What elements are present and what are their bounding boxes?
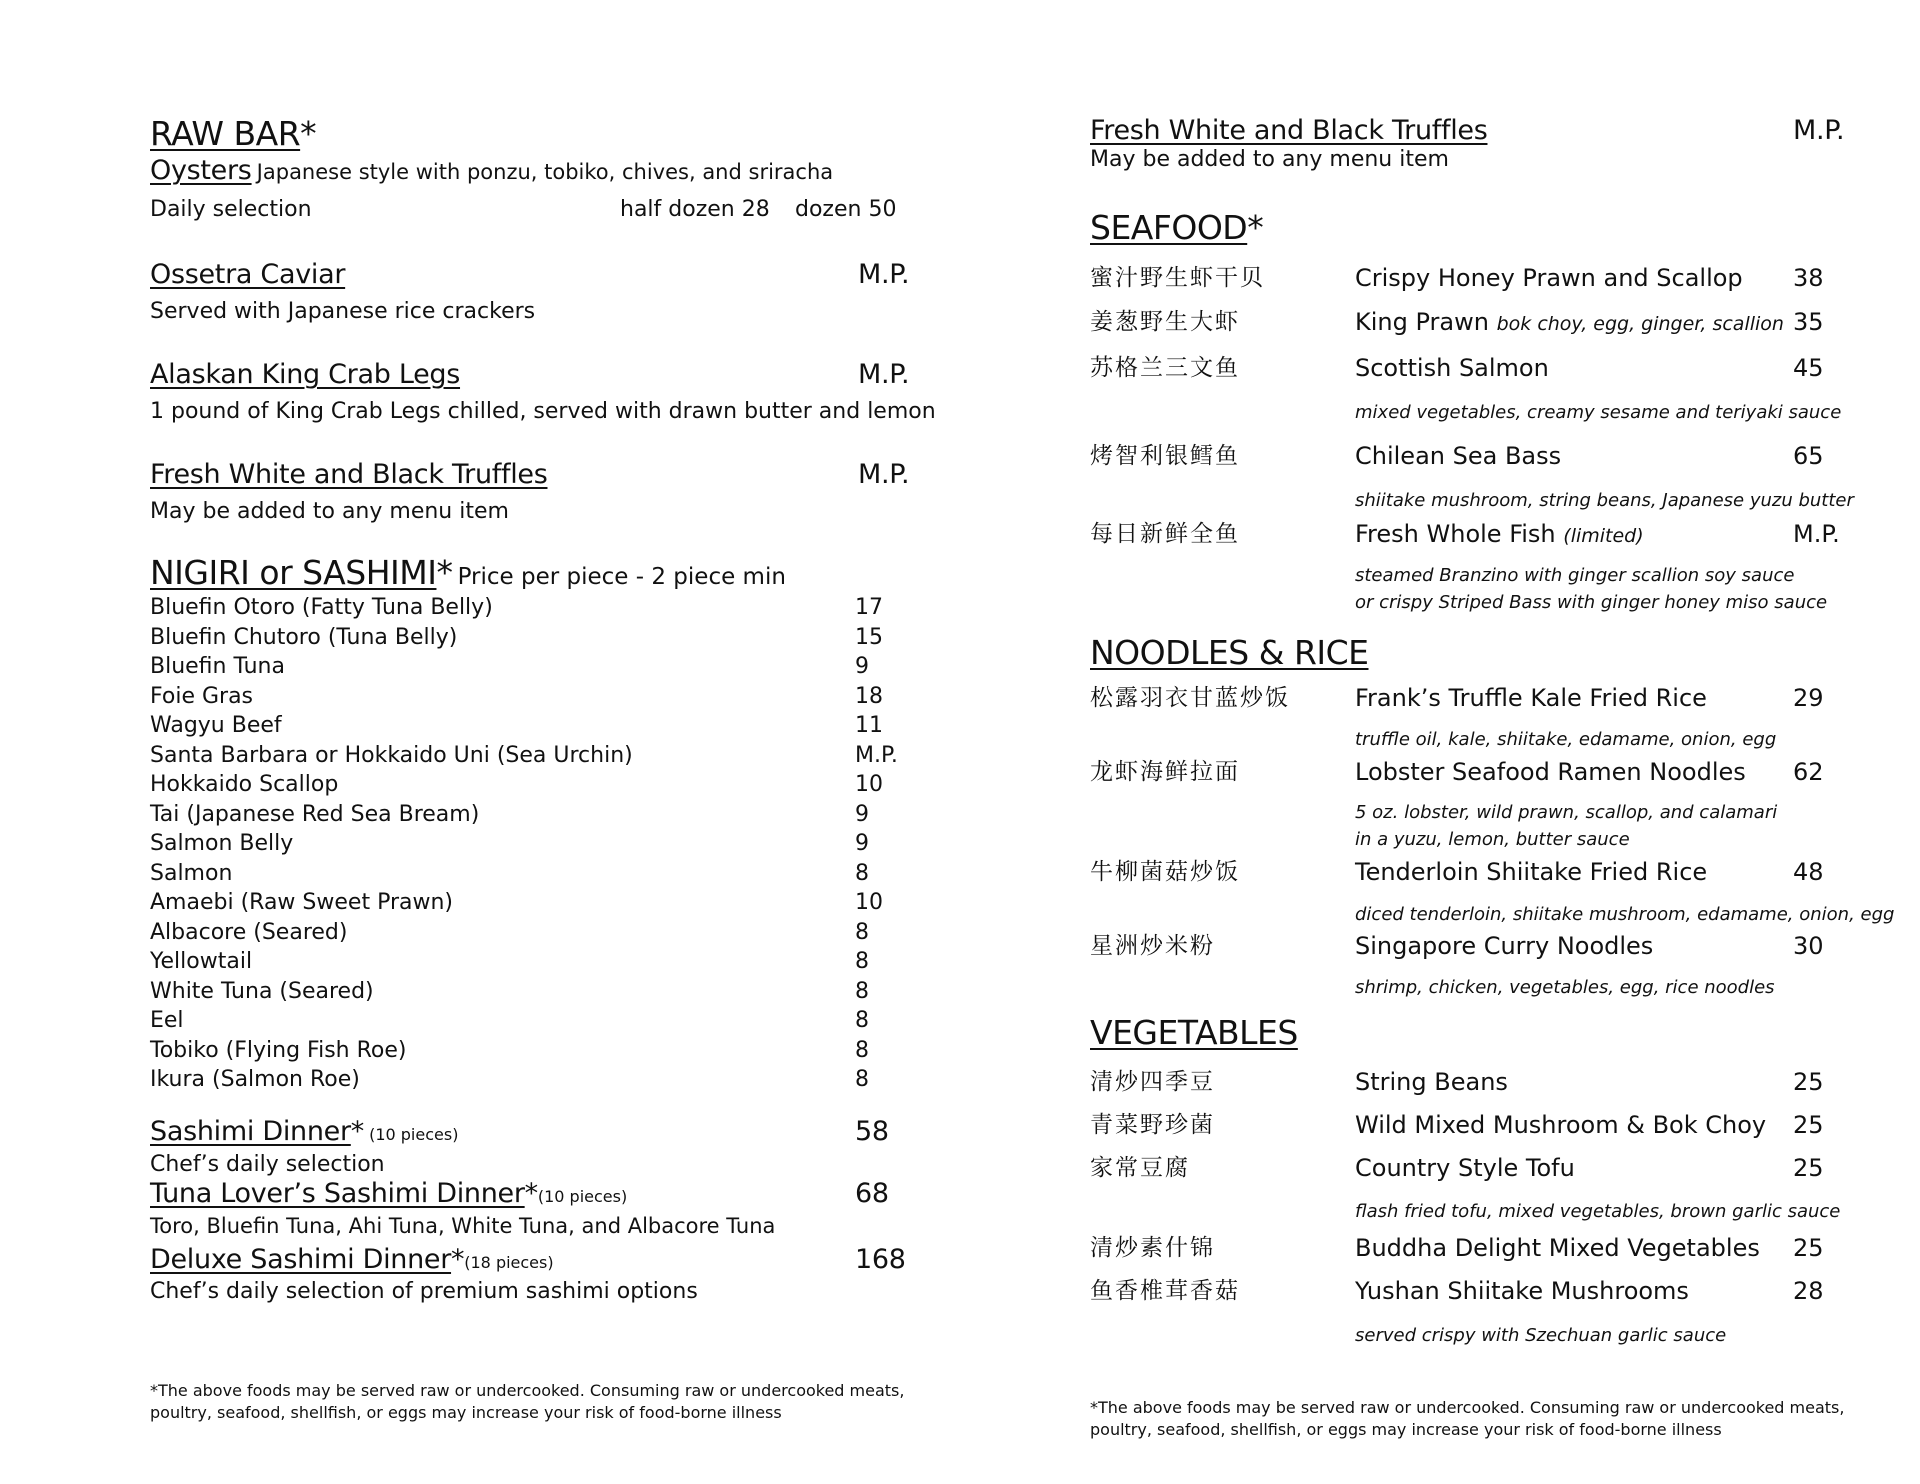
right-truffles-name: Fresh White and Black Truffles	[1090, 115, 1488, 146]
truffles-desc: May be added to any menu item	[150, 499, 509, 524]
noodles-dish-name	[1355, 852, 1707, 892]
vegetables-dish-chinese-name: 清炒四季豆	[1090, 1069, 1215, 1095]
nigiri-item-name: Wagyu Beef	[150, 713, 282, 738]
seafood-dish-price: 38	[1793, 264, 1824, 292]
nigiri-item-name: Eel	[150, 1008, 184, 1033]
noodles-heading: NOODLES & RICE	[1090, 633, 1369, 672]
nigiri-item-price: 9	[855, 654, 869, 679]
raw-bar-heading: RAW BAR*	[150, 114, 317, 153]
seafood-dish-name-text: Fresh Whole Fish	[1355, 520, 1556, 548]
noodles-dish-description: truffle oil, kale, shiitake, edamame, onion, egg	[1355, 729, 1777, 750]
nigiri-item-price: 8	[855, 1037, 869, 1063]
seafood-dish-name	[1355, 302, 1784, 344]
noodles-dish-row	[1090, 752, 1850, 796]
vegetables-dish-chinese-name: 清炒素什锦	[1090, 1235, 1215, 1261]
nigiri-row	[150, 859, 910, 889]
deluxe-dinner-title: Deluxe Sashimi Dinner*(18 pieces)	[150, 1244, 554, 1275]
vegetables-dish-name-text: Buddha Delight Mixed Vegetables	[1355, 1234, 1760, 1262]
vegetables-dish-price: 25	[1793, 1068, 1824, 1096]
nigiri-subtitle: Price per piece - 2 piece min	[457, 564, 786, 590]
oysters-daily: Daily selection	[150, 197, 312, 222]
noodles-dish-name-text: Frank’s Truffle Kale Fried Rice	[1355, 684, 1707, 712]
crab-name: Alaskan King Crab Legs	[150, 359, 461, 390]
noodles-dish-name-text: Tenderloin Shiitake Fried Rice	[1355, 858, 1708, 886]
seafood-dish-row	[1090, 514, 1850, 558]
crab-price: M.P.	[858, 359, 910, 390]
nigiri-item-name: Bluefin Tuna	[150, 654, 285, 679]
vegetables-dish-name	[1355, 1148, 1575, 1188]
oysters-item	[150, 154, 833, 188]
nigiri-row	[150, 652, 910, 682]
vegetables-dish-chinese-name: 鱼香椎茸香菇	[1090, 1278, 1240, 1304]
nigiri-item-price: 10	[855, 772, 883, 797]
crab-desc: 1 pound of King Crab Legs chilled, served with drawn butter and lemon	[150, 399, 936, 424]
nigiri-item-name: Foie Gras	[150, 683, 254, 709]
caviar-name: Ossetra Caviar	[150, 259, 346, 290]
noodles-dish-row	[1090, 852, 1850, 896]
vegetables-dish-row	[1090, 1271, 1850, 1315]
noodles-dish-price: 29	[1793, 684, 1824, 712]
nigiri-row	[150, 623, 910, 653]
noodles-dish-chinese-name: 龙虾海鲜拉面	[1090, 759, 1240, 785]
vegetables-dish-description: served crispy with Szechuan garlic sauce	[1355, 1325, 1727, 1346]
seafood-dish-name	[1355, 436, 1561, 476]
seafood-dish-chinese-name: 苏格兰三文鱼	[1090, 355, 1240, 381]
nigiri-row	[150, 888, 910, 918]
noodles-dish-price: 62	[1793, 758, 1824, 786]
nigiri-item-price: 8	[855, 978, 869, 1004]
tuna-dinner-title: Tuna Lover’s Sashimi Dinner*(10 pieces)	[150, 1178, 628, 1209]
seafood-dish-chinese-name: 每日新鲜全鱼	[1090, 521, 1240, 547]
seafood-dish-price: 45	[1793, 354, 1824, 382]
nigiri-item-name: Albacore (Seared)	[150, 919, 348, 945]
seafood-dish-description: mixed vegetables, creamy sesame and teriyaki sauce	[1355, 402, 1842, 423]
nigiri-item-name: Bluefin Otoro (Fatty Tuna Belly)	[150, 595, 493, 620]
seafood-heading: SEAFOOD*	[1090, 208, 1264, 247]
seafood-dish-description: steamed Branzino with ginger scallion soy sauce	[1355, 565, 1795, 586]
nigiri-item-name: Tai (Japanese Red Sea Bream)	[150, 801, 480, 827]
noodles-dish-price: 48	[1793, 858, 1824, 886]
vegetables-heading: VEGETABLES	[1090, 1013, 1298, 1052]
vegetables-dish-row	[1090, 1148, 1850, 1192]
seafood-dish-row	[1090, 436, 1850, 480]
seafood-dish-chinese-name: 姜葱野生大虾	[1090, 309, 1240, 335]
seafood-dish-price: M.P.	[1793, 520, 1840, 548]
nigiri-item-price: M.P.	[855, 742, 898, 768]
oysters-dozen-price: dozen 50	[795, 197, 897, 222]
nigiri-heading: NIGIRI or SASHIMI* Price per piece - 2 piece min	[150, 553, 786, 592]
nigiri-row	[150, 1006, 910, 1036]
noodles-dish-chinese-name: 松露羽衣甘蓝炒饭	[1090, 685, 1290, 711]
left-footnote: *The above foods may be served raw or undercooked. Consuming raw or undercooked meats, poultry, seafood, shellfish, or eggs may increase your risk of food-borne illness	[150, 1381, 905, 1422]
noodles-dish-name-text: Lobster Seafood Ramen Noodles	[1355, 758, 1746, 786]
nigiri-item-price: 8	[855, 949, 869, 974]
nigiri-item-price: 17	[855, 595, 883, 620]
vegetables-dish-price: 25	[1793, 1234, 1824, 1262]
nigiri-row	[150, 800, 910, 830]
nigiri-item-price: 8	[855, 919, 869, 945]
nigiri-row	[150, 1036, 910, 1066]
vegetables-dish-description: flash fried tofu, mixed vegetables, brown garlic sauce	[1355, 1201, 1841, 1222]
seafood-dish-note: bok choy, egg, ginger, scallion	[1496, 313, 1784, 335]
vegetables-dish-row	[1090, 1105, 1850, 1149]
caviar-desc: Served with Japanese rice crackers	[150, 299, 536, 324]
sashimi-dinner-title: Sashimi Dinner* (10 pieces)	[150, 1116, 459, 1147]
vegetables-dish-price: 28	[1793, 1277, 1824, 1305]
nigiri-item-name: Amaebi (Raw Sweet Prawn)	[150, 890, 453, 915]
seafood-dish-price: 35	[1793, 308, 1824, 336]
seafood-dish-name	[1355, 348, 1549, 388]
vegetables-dish-name	[1355, 1105, 1766, 1145]
nigiri-row	[150, 770, 910, 800]
seafood-dish-name-text: Chilean Sea Bass	[1355, 442, 1562, 470]
seafood-dish-row	[1090, 302, 1850, 346]
seafood-dish-description: or crispy Striped Bass with ginger honey miso sauce	[1355, 592, 1828, 613]
noodles-dish-description: diced tenderloin, shiitake mushroom, edamame, onion, egg	[1355, 904, 1895, 925]
tuna-dinner-desc: Toro, Bluefin Tuna, Ahi Tuna, White Tuna, and Albacore Tuna	[150, 1214, 776, 1238]
nigiri-row	[150, 1065, 910, 1095]
nigiri-item-name: Bluefin Chutoro (Tuna Belly)	[150, 624, 458, 650]
vegetables-dish-name-text: String Beans	[1355, 1068, 1508, 1096]
sashimi-dinner-desc: Chef’s daily selection	[150, 1152, 385, 1177]
nigiri-row	[150, 682, 910, 712]
noodles-dish-chinese-name: 牛柳菌菇炒饭	[1090, 859, 1240, 885]
nigiri-item-price: 8	[855, 1067, 869, 1092]
nigiri-item-price: 18	[855, 683, 883, 709]
noodles-dish-description: shrimp, chicken, vegetables, egg, rice noodles	[1355, 977, 1775, 998]
nigiri-item-price: 10	[855, 890, 883, 915]
nigiri-row	[150, 829, 910, 859]
vegetables-dish-chinese-name: 青菜野珍菌	[1090, 1112, 1215, 1138]
seafood-dish-name-text: King Prawn	[1355, 308, 1489, 336]
seafood-dish-name	[1355, 258, 1743, 298]
nigiri-row	[150, 711, 910, 741]
seafood-dish-description: shiitake mushroom, string beans, Japanese yuzu butter	[1355, 490, 1854, 511]
nigiri-item-name: Hokkaido Scallop	[150, 772, 339, 797]
seafood-dish-name-text: Scottish Salmon	[1355, 354, 1549, 382]
noodles-dish-description: in a yuzu, lemon, butter sauce	[1355, 829, 1630, 850]
nigiri-item-name: Salmon Belly	[150, 831, 294, 856]
nigiri-row	[150, 918, 910, 948]
truffles-name: Fresh White and Black Truffles	[150, 459, 548, 490]
nigiri-item-name: Tobiko (Flying Fish Roe)	[150, 1037, 407, 1063]
sashimi-dinner-price: 58	[855, 1116, 889, 1147]
vegetables-dish-name-text: Wild Mixed Mushroom & Bok Choy	[1355, 1111, 1767, 1139]
caviar-price: M.P.	[858, 259, 910, 290]
vegetables-dish-name-text: Yushan Shiitake Mushrooms	[1355, 1277, 1689, 1305]
seafood-dish-note: (limited)	[1563, 525, 1644, 547]
vegetables-dish-row	[1090, 1062, 1850, 1106]
right-truffles-price: M.P.	[1793, 115, 1845, 146]
noodles-dish-description: 5 oz. lobster, wild prawn, scallop, and calamari	[1355, 802, 1778, 823]
oysters-desc: Japanese style with ponzu, tobiko, chives, and sriracha	[256, 160, 834, 184]
vegetables-dish-name	[1355, 1062, 1508, 1102]
seafood-dish-row	[1090, 258, 1850, 302]
noodles-dish-name	[1355, 926, 1653, 966]
seafood-dish-chinese-name: 蜜汁野生虾干贝	[1090, 265, 1265, 291]
seafood-dish-chinese-name: 烤智利银鳕鱼	[1090, 443, 1240, 469]
noodles-dish-row	[1090, 926, 1850, 970]
deluxe-dinner-price: 168	[855, 1244, 906, 1275]
nigiri-row	[150, 741, 910, 771]
nigiri-item-price: 9	[855, 831, 869, 856]
seafood-dish-name	[1355, 514, 1644, 556]
tuna-dinner-price: 68	[855, 1178, 889, 1209]
oysters-name: Oysters	[150, 155, 252, 186]
right-truffles-desc: May be added to any menu item	[1090, 147, 1449, 172]
vegetables-dish-price: 25	[1793, 1154, 1824, 1182]
vegetables-dish-chinese-name: 家常豆腐	[1090, 1155, 1190, 1181]
truffles-price: M.P.	[858, 459, 910, 490]
vegetables-dish-row	[1090, 1228, 1850, 1272]
noodles-dish-name	[1355, 752, 1746, 792]
seafood-dish-price: 65	[1793, 442, 1824, 470]
vegetables-dish-name-text: Country Style Tofu	[1355, 1154, 1575, 1182]
noodles-dish-row	[1090, 678, 1850, 722]
nigiri-row	[150, 593, 910, 623]
noodles-dish-name-text: Singapore Curry Noodles	[1355, 932, 1654, 960]
nigiri-item-name: Ikura (Salmon Roe)	[150, 1067, 360, 1092]
deluxe-dinner-desc: Chef’s daily selection of premium sashimi options	[150, 1279, 698, 1304]
nigiri-item-price: 8	[855, 860, 869, 886]
nigiri-item-name: Santa Barbara or Hokkaido Uni (Sea Urchin)	[150, 742, 633, 768]
vegetables-dish-price: 25	[1793, 1111, 1824, 1139]
nigiri-item-price: 8	[855, 1008, 869, 1033]
right-footnote: *The above foods may be served raw or undercooked. Consuming raw or undercooked meats, poultry, seafood, shellfish, or eggs may increase your risk of food-borne illness	[1090, 1398, 1845, 1439]
oysters-half-dozen-price: half dozen 28	[620, 197, 770, 222]
nigiri-item-price: 15	[855, 624, 883, 650]
nigiri-row	[150, 947, 910, 977]
vegetables-dish-name	[1355, 1228, 1760, 1268]
vegetables-dish-name	[1355, 1271, 1689, 1311]
noodles-dish-price: 30	[1793, 932, 1824, 960]
nigiri-row	[150, 977, 910, 1007]
noodles-dish-name	[1355, 678, 1707, 718]
seafood-dish-name-text: Crispy Honey Prawn and Scallop	[1355, 264, 1743, 292]
seafood-dish-row	[1090, 348, 1850, 392]
nigiri-item-name: White Tuna (Seared)	[150, 978, 374, 1004]
nigiri-item-name: Salmon	[150, 860, 233, 886]
nigiri-item-name: Yellowtail	[150, 949, 253, 974]
noodles-dish-chinese-name: 星洲炒米粉	[1090, 933, 1215, 959]
nigiri-item-price: 11	[855, 713, 883, 738]
nigiri-item-price: 9	[855, 801, 869, 827]
